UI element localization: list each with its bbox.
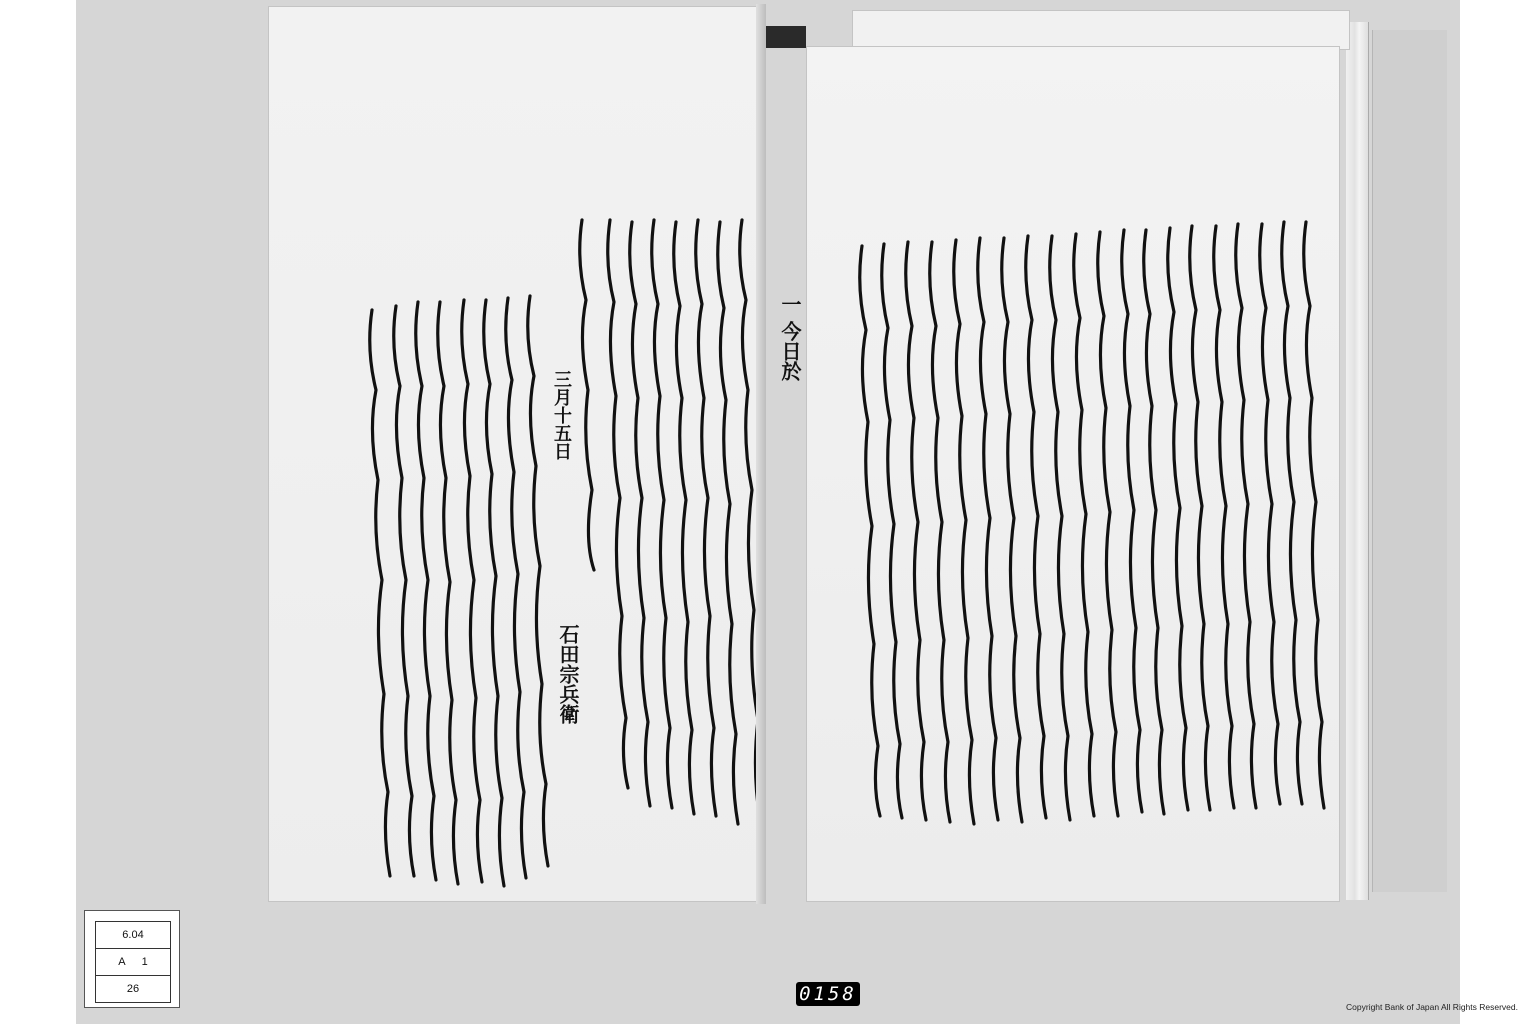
script-column	[860, 246, 880, 816]
right-page	[806, 46, 1340, 902]
script-column	[674, 222, 694, 814]
script-column	[462, 300, 482, 882]
archive-label-card	[84, 910, 180, 1008]
script-column	[954, 240, 974, 824]
script-column	[1260, 224, 1280, 804]
script-column	[630, 222, 650, 806]
left-page-edge	[756, 4, 766, 904]
script-column	[528, 296, 548, 866]
left-page-date: 三月十五日	[551, 370, 572, 460]
script-column	[718, 222, 738, 824]
label-volume: 1	[141, 956, 148, 968]
label-number: 26	[126, 983, 140, 995]
label-row-3	[96, 976, 170, 1002]
copyright-notice: Copyright Bank of Japan All Rights Reserved.	[1346, 1002, 1518, 1012]
script-column	[1144, 230, 1164, 814]
script-column	[608, 220, 628, 788]
script-column	[438, 302, 458, 884]
right-page-stack-top	[852, 10, 1350, 50]
script-column	[1098, 232, 1118, 816]
label-series: A	[118, 956, 126, 968]
label-row-1	[96, 922, 170, 949]
script-column	[1168, 228, 1188, 810]
frame-number: 0158	[796, 982, 860, 1006]
script-column	[370, 310, 390, 876]
script-column	[1304, 222, 1324, 808]
script-column	[906, 242, 926, 820]
script-column	[394, 306, 414, 876]
script-column	[1122, 230, 1142, 812]
script-column	[652, 220, 672, 808]
script-column	[484, 300, 504, 886]
script-column	[416, 302, 436, 880]
script-column	[580, 220, 594, 570]
script-column	[930, 242, 950, 822]
handwritten-text-left	[268, 6, 762, 902]
left-page-heading: 一 今日於	[778, 294, 802, 381]
left-page-signature: 石田宗兵衛	[556, 624, 580, 724]
script-column	[506, 298, 526, 878]
handwritten-text-right	[806, 46, 1340, 902]
label-row-2	[96, 949, 170, 976]
book-back-cover	[1372, 30, 1447, 892]
script-column	[1282, 222, 1302, 804]
left-page	[268, 6, 802, 902]
script-column	[978, 238, 998, 820]
label-code: 6.04	[122, 929, 144, 941]
script-column	[1026, 236, 1046, 818]
script-column	[1002, 238, 1022, 822]
script-column	[1050, 236, 1070, 820]
page-stack-edge	[1346, 22, 1369, 900]
script-column	[1190, 226, 1210, 810]
script-column	[882, 244, 902, 818]
script-column	[696, 220, 716, 816]
script-column	[1214, 226, 1234, 808]
book-gutter	[762, 26, 806, 48]
script-column	[1236, 224, 1256, 808]
script-column	[1074, 234, 1094, 816]
archive-label-grid	[95, 921, 171, 1003]
